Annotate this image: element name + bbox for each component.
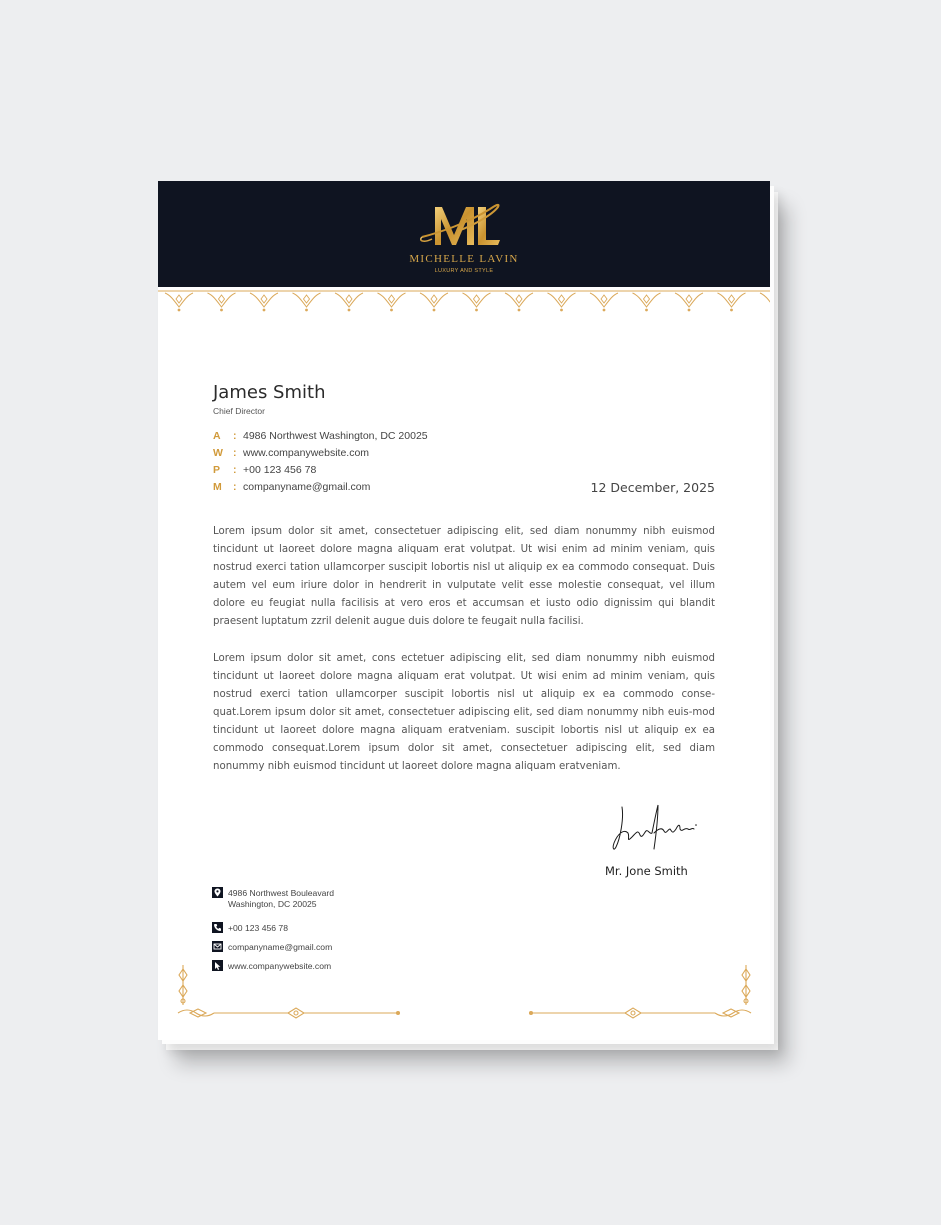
ornamental-top-border xyxy=(158,289,770,313)
ornament-motif xyxy=(633,293,661,311)
contact-phone: P : +00 123 456 78 xyxy=(213,464,317,476)
handwritten-signature xyxy=(610,799,700,859)
email-icon xyxy=(212,941,223,952)
contact-value: companyname@gmail.com xyxy=(243,481,371,493)
ornamental-corner-bottom-right xyxy=(528,963,753,1025)
ornament-motif xyxy=(250,293,278,311)
footer-phone-text: +00 123 456 78 xyxy=(228,923,288,933)
ornament-motif xyxy=(420,293,448,311)
contact-value: +00 123 456 78 xyxy=(243,464,317,476)
contact-address: A : 4986 Northwest Washington, DC 20025 xyxy=(213,430,428,442)
contact-website: W : www.companywebsite.com xyxy=(213,447,370,459)
brand-logo xyxy=(388,197,540,281)
footer-email xyxy=(212,942,332,953)
brand-name: MICHELLE LAVIN xyxy=(409,253,519,265)
ornament-motif xyxy=(165,293,193,311)
footer-address-line2: Washington, DC 20025 xyxy=(228,898,317,909)
signer-name: Mr. Jone Smith xyxy=(605,864,688,878)
ornament-motif xyxy=(718,293,746,311)
footer-website-text: www.companywebsite.com xyxy=(228,961,332,971)
brand-tagline: LUXURY AND STYLE xyxy=(434,268,494,274)
letter-date: 12 December, 2025 xyxy=(590,480,715,495)
footer-address-line1: 4986 Northwest Bouleavard xyxy=(228,888,335,898)
header-band xyxy=(158,181,770,287)
contact-key: M xyxy=(213,481,222,493)
contact-value: www.companywebsite.com xyxy=(243,447,370,459)
phone-icon xyxy=(212,922,223,933)
sender-title: Chief Director xyxy=(213,406,265,416)
letterhead-page xyxy=(158,181,770,1040)
contact-email: M : companyname@gmail.com xyxy=(213,481,371,493)
ornament-motif xyxy=(760,293,770,311)
ornamental-corner-bottom-left xyxy=(176,963,401,1025)
contact-key: W xyxy=(213,447,223,459)
ornament-motif xyxy=(548,293,576,311)
ornament-motif xyxy=(293,293,321,311)
contact-value: 4986 Northwest Washington, DC 20025 xyxy=(243,430,428,442)
body-paragraph-2: Lorem ipsum dolor sit amet, cons ectetuer adipiscing elit, sed diam nonummy nibh euismod tincidunt ut laoreet dolore magna aliquam erat volutpat. Ut wisi enim ad minim veniam, quis nostrud exerci tation ullamcorper suscipit lobortis nisl ut aliquip ex ea commodo conse-quat.Lorem ipsum dolor sit amet, consectetuer adipiscing elit, sed diam nonummy nibh euis-mod tincidunt ut laoreet dolore magna aliquam eratveniam. suscipit lobortis nisl ut aliquip ex ea commodo consequat.Lorem ipsum dolor sit amet, consectetuer adipiscing elit, sed diam nonummy nibh euismod tincidunt ut laoreet dolore magna aliquam eratveniam. xyxy=(213,653,715,772)
footer-address xyxy=(212,888,334,909)
ornament-motif xyxy=(335,293,363,311)
ornament-motif xyxy=(208,293,236,311)
map-pin-icon xyxy=(212,887,223,898)
body-paragraph-1: Lorem ipsum dolor sit amet, consectetuer adipiscing elit, sed diam nonummy nibh euismod tincidunt ut laoreet dolore magna aliquam erat volutpat. Ut wisi enim ad minim veniam, quis nostrud exerci tation ullamcorper suscipit lobortis nisl ut aliquip ex ea commodo consequat. Duis autem vel eum iriure dolor in hendrerit in vulputate velit esse molestie consequat, vel illum dolore eu feugiat nulla facilisis at vero eros et accumsan et iusto odio dignissim qui blandit praesent luptatum zzril delenit augue duis dolore te feugait nulla facilisi. xyxy=(213,526,715,627)
ornament-motif xyxy=(378,293,406,311)
ornament-motif xyxy=(675,293,703,311)
ornament-motif xyxy=(590,293,618,311)
footer-email-text: companyname@gmail.com xyxy=(228,942,333,952)
sender-name: James Smith xyxy=(213,382,326,403)
contact-key: P xyxy=(213,464,221,476)
footer-phone xyxy=(212,923,288,934)
monogram-logo-icon xyxy=(388,197,540,253)
ornament-motif xyxy=(463,293,491,311)
ornament-motif xyxy=(505,293,533,311)
contact-key: A xyxy=(213,430,221,442)
